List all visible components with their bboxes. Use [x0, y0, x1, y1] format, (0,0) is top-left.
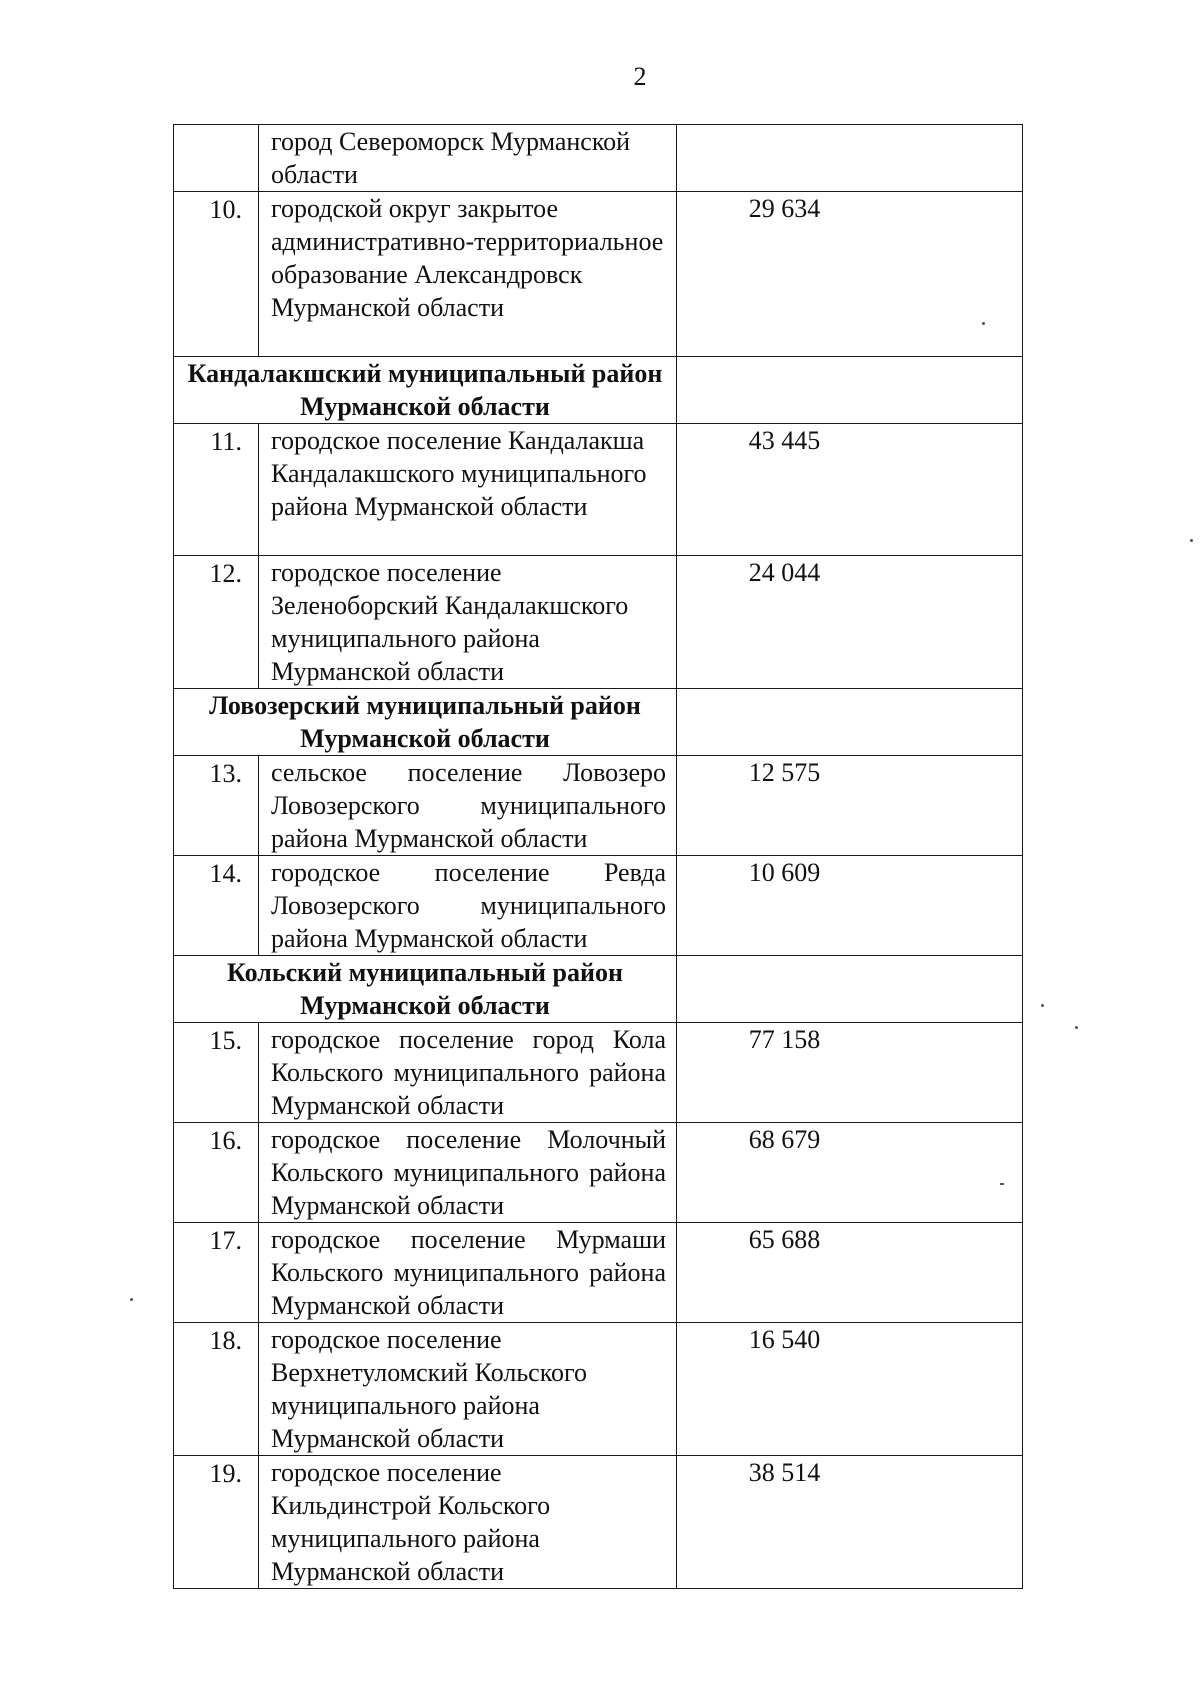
row-number: 19.	[174, 1456, 259, 1589]
municipality-name: городское поселение Зеленоборский Кандалакшского муниципального района Мурманской области	[259, 556, 677, 689]
scan-speck	[1075, 1026, 1078, 1029]
table-row	[174, 856, 1023, 956]
row-value-empty	[677, 956, 1023, 1023]
municipality-name: городской округ закрытое административно-территориальное образование Александровск Мурманской области	[259, 192, 677, 357]
row-value: 10 609	[677, 856, 1023, 956]
table-row	[174, 556, 1023, 689]
row-value-empty	[677, 689, 1023, 756]
row-value	[677, 125, 1023, 192]
row-number: 13.	[174, 756, 259, 856]
municipality-name: городское поселение Верхнетуломский Кольского муниципального района Мурманской области	[259, 1323, 677, 1456]
page-number: 2	[633, 62, 647, 91]
table-row	[174, 756, 1023, 856]
municipality-name: сельское поселение Ловозеро Ловозерского муниципального района Мурманской области	[259, 756, 677, 856]
table-row	[174, 424, 1023, 556]
district-group-header: Ловозерский муниципальный район Мурманской области	[174, 689, 677, 756]
row-value: 38 514	[677, 1456, 1023, 1589]
row-value: 43 445	[677, 424, 1023, 556]
row-number: 14.	[174, 856, 259, 956]
row-number: 15.	[174, 1023, 259, 1123]
row-number: 11.	[174, 424, 259, 556]
table-row	[174, 1123, 1023, 1223]
municipality-name: городское поселение Кандалакша Кандалакшского муниципального района Мурманской области	[259, 424, 677, 556]
municipality-name: городское поселение Ревда Ловозерского муниципального района Мурманской области	[259, 856, 677, 956]
table-row	[174, 125, 1023, 192]
row-value: 68 679	[677, 1123, 1023, 1223]
district-group-header: Кандалакшский муниципальный район Мурманской области	[174, 357, 677, 424]
scan-speck	[1000, 1183, 1004, 1185]
group-header-row	[174, 357, 1023, 424]
municipality-name: городское поселение Кильдинстрой Кольского муниципального района Мурманской области	[259, 1456, 677, 1589]
scan-speck	[1190, 539, 1193, 542]
row-value: 12 575	[677, 756, 1023, 856]
scan-speck	[130, 1298, 133, 1301]
row-value: 77 158	[677, 1023, 1023, 1123]
row-value-empty	[677, 357, 1023, 424]
row-value: 29 634	[677, 192, 1023, 357]
municipality-name: городское поселение город Кола Кольского муниципального района Мурманской области	[259, 1023, 677, 1123]
row-number	[174, 125, 259, 192]
municipality-name: городское поселение Молочный Кольского муниципального района Мурманской области	[259, 1123, 677, 1223]
table-row	[174, 192, 1023, 357]
row-number: 17.	[174, 1223, 259, 1323]
municipality-name: городское поселение Мурмаши Кольского муниципального района Мурманской области	[259, 1223, 677, 1323]
municipality-name: город Североморск Мурманской области	[259, 125, 677, 192]
scan-speck	[1041, 1004, 1044, 1007]
row-value: 16 540	[677, 1323, 1023, 1456]
row-value: 65 688	[677, 1223, 1023, 1323]
row-number: 16.	[174, 1123, 259, 1223]
municipalities-table	[173, 124, 1023, 1589]
table-row	[174, 1023, 1023, 1123]
scan-speck	[982, 322, 985, 325]
table-row	[174, 1456, 1023, 1589]
row-value: 24 044	[677, 556, 1023, 689]
table-row	[174, 1223, 1023, 1323]
district-group-header: Кольский муниципальный район Мурманской области	[174, 956, 677, 1023]
row-number: 12.	[174, 556, 259, 689]
row-number: 18.	[174, 1323, 259, 1456]
group-header-row	[174, 956, 1023, 1023]
group-header-row	[174, 689, 1023, 756]
table-row	[174, 1323, 1023, 1456]
row-number: 10.	[174, 192, 259, 357]
